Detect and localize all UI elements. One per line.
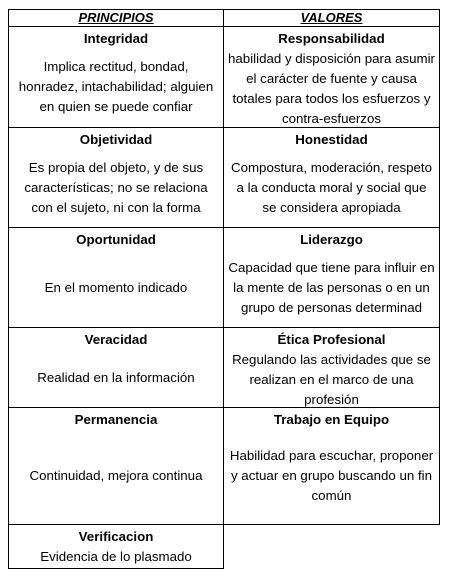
value-title: Ética Profesional xyxy=(277,332,386,347)
principles-values-table xyxy=(8,9,440,569)
value-cell-liderazgo xyxy=(224,228,440,328)
principle-description: Evidencia de lo plasmado xyxy=(40,549,192,564)
value-cell-trabajo-en-equipo xyxy=(224,408,440,525)
principle-title: Oportunidad xyxy=(76,232,156,247)
principle-cell-permanencia xyxy=(8,408,224,525)
empty-cell xyxy=(224,525,440,569)
principle-cell-oportunidad xyxy=(8,228,224,328)
principle-description: Realidad en la información xyxy=(37,369,195,385)
value-cell-etica-profesional xyxy=(224,328,440,408)
principle-title: Verificacion xyxy=(78,529,154,544)
principle-description: Es propia del objeto, y de sus características; no se relaciona con el sujeto, ni con la forma xyxy=(24,159,208,215)
principle-title: Veracidad xyxy=(84,332,148,347)
value-title: Honestidad xyxy=(295,132,368,147)
header-principios: PRINCIPIOS xyxy=(8,9,224,27)
value-cell-responsabilidad xyxy=(224,27,440,128)
principle-cell-objetividad xyxy=(8,128,224,228)
value-description: Capacidad que tiene para influir en la mente de las personas o en un grupo de personas determinad xyxy=(228,259,435,315)
principle-title: Permanencia xyxy=(74,412,158,427)
value-description: Regulando las actividades que se realizan en el marco de una profesión xyxy=(232,352,431,407)
principle-cell-verificacion xyxy=(8,525,224,569)
principle-title: Objetividad xyxy=(79,132,153,147)
value-description: Habilidad para escuchar, proponer y actuar en grupo buscando un fin común xyxy=(229,448,434,503)
principle-cell-integridad xyxy=(8,27,224,128)
principle-description: Implica rectitud, bondad, honradez, intachabilidad; alguien en quien se puede confiar xyxy=(18,59,214,114)
principle-description: En el momento indicado xyxy=(44,279,188,295)
principle-cell-veracidad xyxy=(8,328,224,408)
header-valores: VALORES xyxy=(224,9,440,27)
value-title: Responsabilidad xyxy=(278,31,385,46)
principle-description: Continuidad, mejora continua xyxy=(29,468,203,483)
value-description: habilidad y disposición para asumir el carácter de fuente y causa totales para todos los esfuerzos y contra-esfuerzos xyxy=(228,51,435,126)
principle-title: Integridad xyxy=(83,31,149,46)
value-description: Compostura, moderación, respeto a la conducta moral y social que se considera apropiada xyxy=(230,159,433,215)
value-cell-honestidad xyxy=(224,128,440,228)
value-title: Liderazgo xyxy=(300,232,363,247)
value-title: Trabajo en Equipo xyxy=(273,412,390,427)
